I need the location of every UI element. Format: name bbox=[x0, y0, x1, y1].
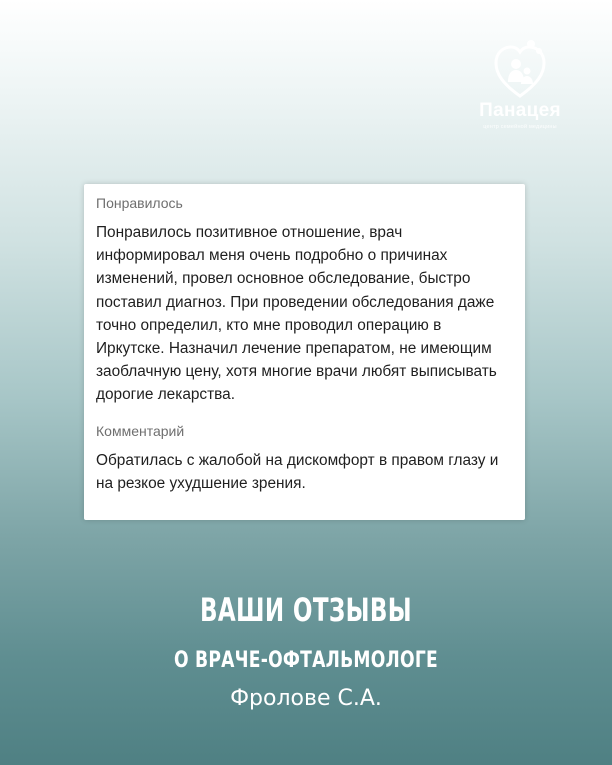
brand-subtitle: центр семейной медицины bbox=[483, 124, 557, 130]
comment-label: Комментарий bbox=[96, 422, 185, 439]
page-title: ВАШИ ОТЗЫВЫ bbox=[199, 591, 413, 629]
review-card bbox=[84, 184, 525, 520]
comment-text: Обратилась с жалобой на дискомфорт в правом глазу и на резкое ухудшение зрения. bbox=[96, 451, 499, 492]
page-subtitle: О ВРАЧЕ-ОФТАЛЬМОЛОГЕ bbox=[174, 648, 438, 673]
brand-logo bbox=[465, 38, 575, 136]
family-heart-icon bbox=[493, 38, 547, 100]
brand-name: Панацея bbox=[479, 100, 561, 121]
liked-text: Понравилось позитивное отношение, врач информировал меня очень подробно о причинах изменений, провел основное обследование, быстро поставил диагноз. При проведении обследования даже точно определил, кто мне проводил операцию в Иркутске. Назначил лечение препаратом, не имеющим заоблачную цену, хотя многие врачи любят выписывать дорогие лекарства. bbox=[96, 224, 497, 404]
liked-label: Понравилось bbox=[96, 195, 183, 211]
doctor-name: Фролове С.А. bbox=[230, 686, 382, 711]
